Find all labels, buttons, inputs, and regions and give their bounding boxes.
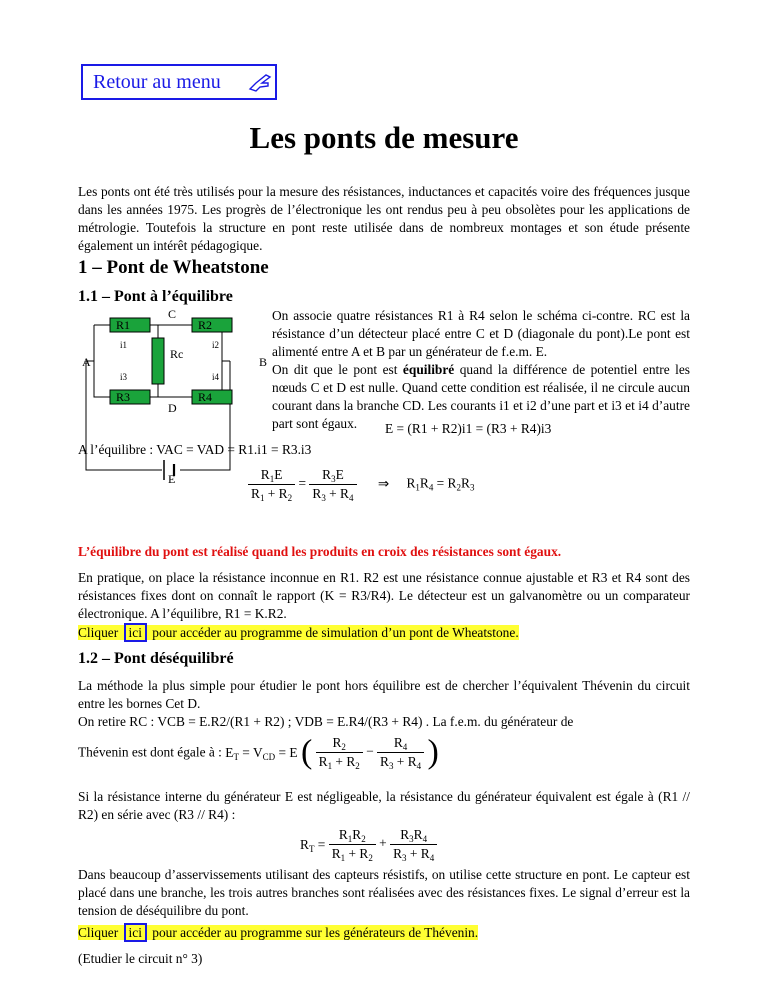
simulation-link-line	[78, 624, 519, 642]
equilibrium-def-c: quand la différence de potentiel entre les nœuds C et D est nulle. Quand cette condition est réalisée, il ne circule aucun courant dans la branche CD. Les courants i1 et i2 d’une part et i3 et i4 d’autre part sont égaux.	[272, 362, 690, 431]
detector-rc	[152, 338, 164, 384]
bridge-description-p1: On associe quatre résistances R1 à R4 selon le schéma ci-contre. RC est la résistance d’un détecteur placé entre C et D (diagonale du pont).Le pont est alimenté entre A et B par un générateur de f.e.m. E.	[272, 308, 690, 359]
section-1-heading: 1 – Pont de Wheatstone	[78, 257, 269, 278]
equilibrium-equation: A l’équilibre : VAC = VAD = R1.i1 = R3.i3	[78, 442, 312, 457]
unbalanced-paragraph: La méthode la plus simple pour étudier le pont hors équilibre est de chercher l’équivalent Thévenin du circuit entre les bornes Cet D.	[78, 678, 690, 711]
equation-e: E = (R1 + R2)i1 = (R3 + R4)i3	[385, 421, 552, 436]
thevenin-link-post: pour accéder au programme sur les générateurs de Thévenin.	[152, 925, 479, 940]
back-to-menu-link[interactable]	[81, 64, 277, 100]
intro-paragraph: Les ponts ont été très utilisés pour la mesure des résistances, inductances et capacités voire des fréquences jusque dans les années 1975. Les progrès de l’électronique les ont rendus peu à peu obsolètes pour les applications de métrologie. Toutefois la structure en pont reste utilisée dans de nombreux montages et son étude présente également un intérêt pédagogique.	[78, 184, 690, 253]
simulation-link-post: pour accéder au programme de simulation d’un pont de Wheatstone.	[152, 625, 519, 640]
thevenin-fem-label: Thévenin est dont égale à :	[78, 744, 222, 760]
label-r4: R4	[198, 390, 213, 404]
internal-resistance-paragraph: Si la résistance interne du générateur E est négligeable, la résistance du générateur équivalent est égale à (R1 // R2) en série avec (R3 // R4) :	[78, 789, 690, 822]
pointing-hand-icon	[248, 71, 272, 93]
label-i2: i2	[212, 340, 220, 350]
circuit-note: (Etudier le circuit n° 3)	[78, 951, 203, 966]
balance-formula: $\frac{R_1E}{R_1 + R_2}$ = $\frac{R_3E}{R_3 + R_4}$ ⇒ $R_1R_4 = R_2R_3$	[248, 466, 474, 503]
section-1-1-heading: 1.1 – Pont à l’équilibre	[78, 288, 233, 305]
thevenin-fem-line: Thévenin est dont égale à : $E_T = V_{CD} = E$ ( $\frac{R_2}{R_1 + R_2}$ − $\frac{R_4}{R_3 + R_4}$ )	[78, 733, 439, 771]
sensor-paragraph: Dans beaucoup d’asservissements utilisant des capteurs résistifs, on utilise cette structure en pont. Le capteur est placé dans une branche, les trois autres branches sont réalisées avec des résistances fixes. Le signal d’erreur est la tension de déséquilibre du pont.	[78, 867, 690, 918]
thevenin-link[interactable]: ici	[124, 923, 147, 942]
remove-rc-line: On retire RC : VCB = E.R2/(R1 + R2) ; VDB = E.R4/(R3 + R4) . La f.e.m. du générateur de	[78, 714, 574, 729]
equilibrium-term: équilibré	[402, 362, 455, 377]
equilibrium-def-a: On dit que le pont est	[272, 362, 403, 377]
label-source-e: E	[168, 472, 176, 483]
section-1-2-heading: 1.2 – Pont déséquilibré	[78, 650, 234, 667]
label-i4: i4	[212, 372, 220, 382]
label-node-a: A	[82, 355, 91, 369]
label-node-d: D	[168, 401, 177, 415]
bridge-description	[272, 307, 690, 433]
thevenin-resistance-formula: $R_T$ = $\frac{R_1R_2}{R_1 + R_2}$ + $\frac{R_3R_4}{R_3 + R_4}$	[300, 826, 437, 863]
label-r1: R1	[116, 318, 131, 332]
back-to-menu-label: Retour au menu	[93, 71, 221, 93]
label-node-c: C	[168, 308, 177, 321]
page-title: Les ponts de mesure	[249, 120, 519, 155]
simulation-link-pre: Cliquer	[78, 625, 119, 640]
simulation-link[interactable]: ici	[124, 623, 147, 642]
equilibrium-rule: L’équilibre du pont est réalisé quand les produits en croix des résistances sont égaux.	[78, 544, 562, 559]
thevenin-link-pre: Cliquer	[78, 925, 119, 940]
label-r3: R3	[116, 390, 131, 404]
label-node-b: B	[259, 355, 268, 369]
label-rc: Rc	[170, 347, 184, 361]
label-r2: R2	[198, 318, 213, 332]
label-i1: i1	[120, 340, 128, 350]
label-i3: i3	[120, 372, 128, 382]
thevenin-link-line	[78, 924, 478, 942]
practice-paragraph: En pratique, on place la résistance inconnue en R1. R2 est une résistance connue ajustable et R3 et R4 sont des résistances fixes dont on connaît le rapport (K = R3/R4). Le détecteur est un galvanomètre ou un comparateur électronique. A l’équilibre, R1 = K.R2.	[78, 570, 690, 621]
